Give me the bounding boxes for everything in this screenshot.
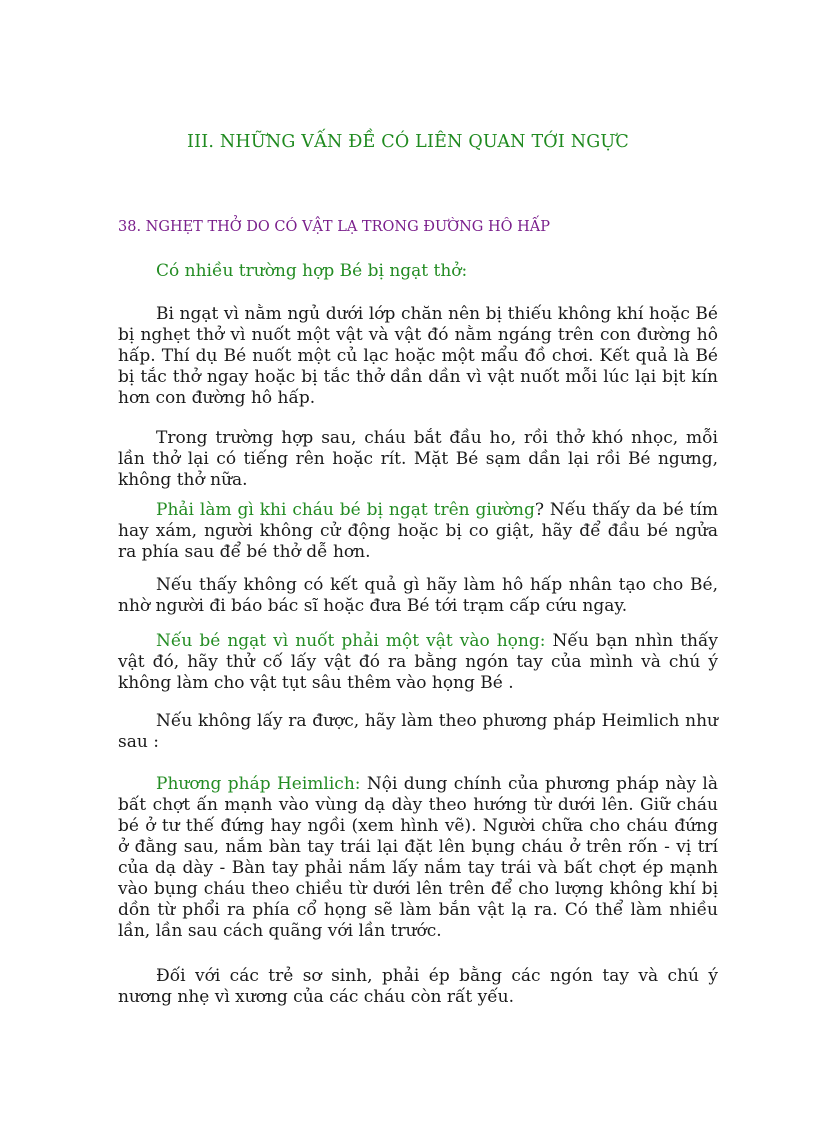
paragraph-7-lead: Phương pháp Heimlich:: [156, 774, 361, 794]
chapter-title: III. NHỮNG VẤN ĐỀ CÓ LIÊN QUAN TỚI NGỰC: [187, 132, 629, 152]
paragraph-6: Nếu không lấy ra được, hãy làm theo phương pháp Heimlich như sau :: [118, 711, 718, 752]
paragraph-7-rest: Nội dung chính của phương pháp này là bất chợt ấn mạnh vào vùng dạ dày theo hướng từ dưới lên. Giữ cháu bé ở tư thế đứng hay ngồi (xem hình vẽ). Người chữa cho cháu đứng ở đằng sau, nắm bàn tay trái lại đặt lên bụng cháu ở trên rốn - vị trí của dạ dày - Bàn tay phải nắm lấy nắm tay trái và bất chợt ép mạnh vào bụng cháu theo chiều từ dưới lên trên để cho lượng không khí bị dồn từ phổi ra phía cổ họng sẽ làm bắn vật lạ ra. Có thể làm nhiều lần, lần sau cách quãng với lần trước.: [118, 774, 718, 941]
paragraph-3-rest: ? Nếu thấy da bé tím hay xám, người không cử động hoặc bị co giật, hãy để đầu bé ngửa ra phía sau để bé thở dễ hơn.: [118, 500, 718, 562]
intro-line: Có nhiều trường hợp Bé bị ngạt thở:: [156, 261, 468, 281]
paragraph-7: [118, 774, 718, 942]
paragraph-5: [118, 631, 718, 694]
section-title: 38. NGHẸT THỞ DO CÓ VẬT LẠ TRONG ĐƯỜNG HÔ HẤP: [118, 219, 550, 235]
paragraph-3: [118, 500, 718, 563]
paragraph-8: Đối với các trẻ sơ sinh, phải ép bằng các ngón tay và chú ý nương nhẹ vì xương của các cháu còn rất yếu.: [118, 966, 718, 1007]
paragraph-3-lead: Phải làm gì khi cháu bé bị ngạt trên giường: [156, 500, 535, 520]
paragraph-4: Nếu thấy không có kết quả gì hãy làm hô hấp nhân tạo cho Bé, nhờ người đi báo bác sĩ hoặc đưa Bé tới trạm cấp cứu ngay.: [118, 575, 718, 616]
paragraph-1: Bi ngạt vì nằm ngủ dưới lớp chăn nên bị thiếu không khí hoặc Bé bị nghẹt thở vì nuốt một vật và vật đó nằm ngáng trên con đường hô hấp. Thí dụ Bé nuốt một củ lạc hoặc một mẩu đồ chơi. Kết quả là Bé bị tắc thở ngay hoặc bị tắc thở dần dần vì vật nuốt mỗi lúc lại bịt kín hơn con đường hô hấp.: [118, 304, 718, 408]
paragraph-5-lead: Nếu bé ngạt vì nuốt phải một vật vào họng:: [156, 631, 546, 651]
paragraph-2: Trong trường hợp sau, cháu bắt đầu ho, rồi thở khó nhọc, mỗi lần thở lại có tiếng rên hoặc rít. Mặt Bé sạm dần lại rồi Bé ngưng, không thở nữa.: [118, 428, 718, 490]
paragraph-5-rest: Nếu bạn nhìn thấy vật đó, hãy thử cố lấy vật đó ra bằng ngón tay của mình và chú ý không làm cho vật tụt sâu thêm vào họng Bé .: [118, 631, 718, 693]
